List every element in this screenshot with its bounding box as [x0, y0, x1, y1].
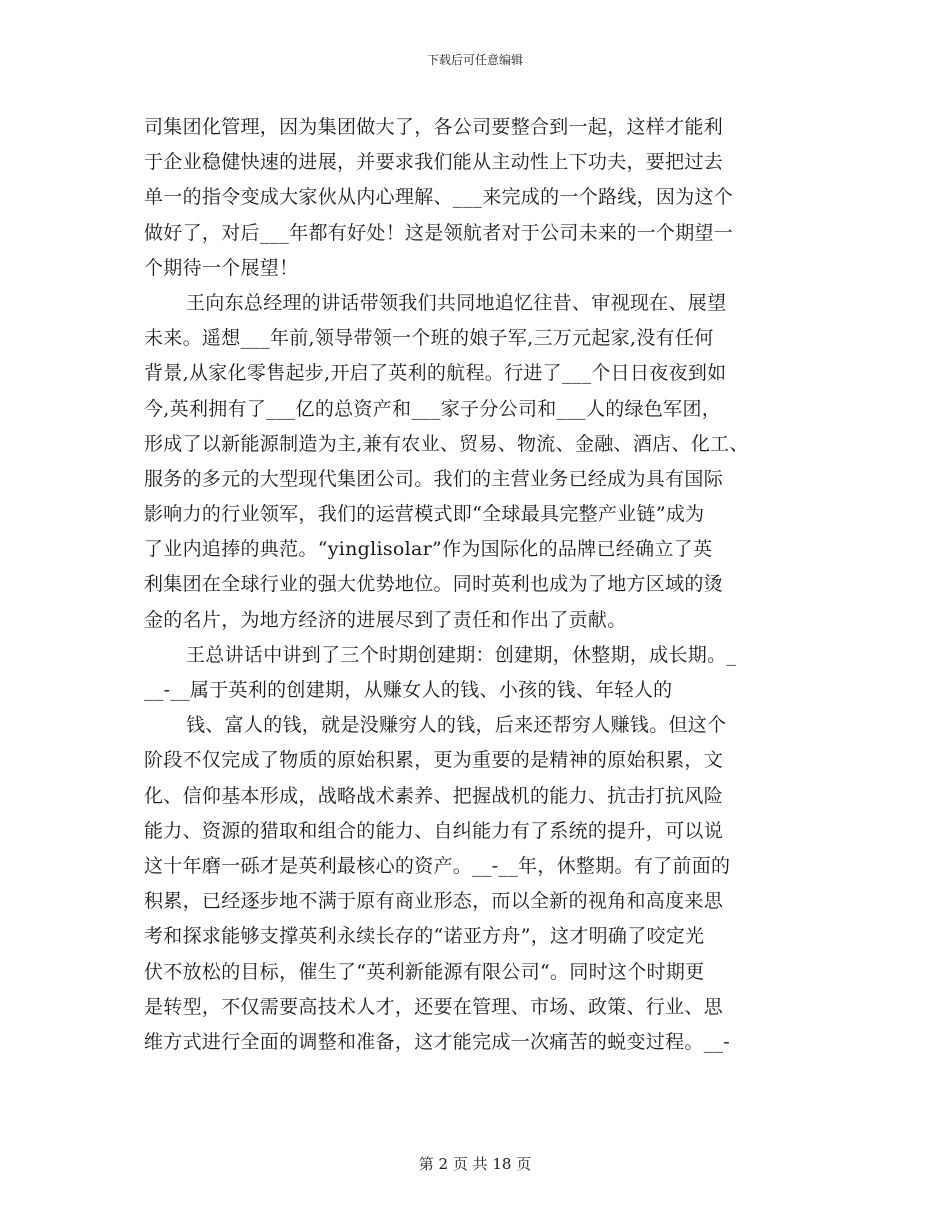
text-line: 单一的指令变成大家伙从内心理解、___来完成的一个路线，因为这个 [144, 186, 734, 209]
document-body [144, 110, 834, 1060]
text-line: 伏不放松的目标，催生了“英利新能源有限公司“。同时这个时期更 [144, 960, 705, 983]
text-line: 影响力的行业领军，我们的运营模式即“全球最具完整产业链”成为 [144, 503, 705, 526]
text-line: 化、信仰基本形成，战略战术素养、把握战机的能力、抗击打抗风险 [144, 784, 724, 807]
text-line: 这十年磨一砾才是英利最核心的资产。__-__年，休整期。有了前面的 [144, 854, 731, 877]
text-line: 未来。遥想___年前,领导带领一个班的娘子军,三万元起家,没有任何 [144, 327, 714, 350]
text-line: 今,英利拥有了___亿的总资产和___家子分公司和___人的绿色军团， [144, 397, 722, 420]
text-line: 王向东总经理的讲话带领我们共同地追忆往昔、审视现在、展望 [186, 291, 727, 314]
page-footer: 第 2 页 共 18 页 [418, 1155, 532, 1173]
text-line: __-__属于英利的创建期，从赚女人的钱、小孩的钱、年轻人的 [144, 679, 673, 701]
text-line: 个期待一个展望！ [144, 256, 299, 279]
text-line: 了业内追捧的典范。“yinglisolar”作为国际化的品牌已经确立了英 [144, 538, 713, 561]
text-line: 形成了以新能源制造为主,兼有农业、贸易、物流、金融、酒店、化工、 [144, 432, 749, 455]
text-line: 利集团在全球行业的强大优势地位。同时英利也成为了地方区域的烫 [144, 573, 724, 596]
text-line: 王总讲话中讲到了三个时期创建期：创建期，休整期，成长期。_ [186, 643, 737, 666]
text-line: 是转型，不仅需要高技术人才，还要在管理、市场、政策、行业、思 [144, 995, 724, 1018]
text-line: 积累，已经逐步地不满于原有商业形态，而以全新的视角和高度来思 [144, 890, 724, 913]
text-line: 背景,从家化零售起步,开启了英利的航程。行进了___个日日夜夜到如 [144, 362, 727, 385]
text-line: 能力、资源的猎取和组合的能力、自纠能力有了系统的提升，可以说 [144, 819, 724, 842]
text-line: 金的名片，为地方经济的进展尽到了责任和作出了贡献。 [144, 608, 627, 631]
text-line: 司集团化管理，因为集团做大了，各公司要整合到一起，这样才能利 [144, 116, 724, 138]
page-header: 下载后可任意编辑 [426, 53, 523, 67]
text-line: 钱、富人的钱，就是没赚穷人的钱，后来还帮穷人赚钱。但这个 [186, 714, 727, 737]
text-line: 维方式进行全面的调整和准备，这才能完成一次痛苦的蜕变过程。__- [144, 1030, 731, 1053]
text-line: 服务的多元的大型现代集团公司。我们的主营业务已经成为具有国际 [144, 467, 724, 490]
text-line: 做好了，对后___年都有好处！这是领航者对于公司未来的一个期望一 [144, 221, 734, 244]
text-line: 阶段不仅完成了物质的原始积累，更为重要的是精神的原始积累，文 [144, 749, 724, 772]
text-line: 考和探求能够支撑英利永续长存的“诺亚方舟”，这才明确了咬定光 [144, 925, 705, 948]
text-line: 于企业稳健快速的进展，并要求我们能从主动性上下功夫，要把过去 [144, 151, 724, 174]
